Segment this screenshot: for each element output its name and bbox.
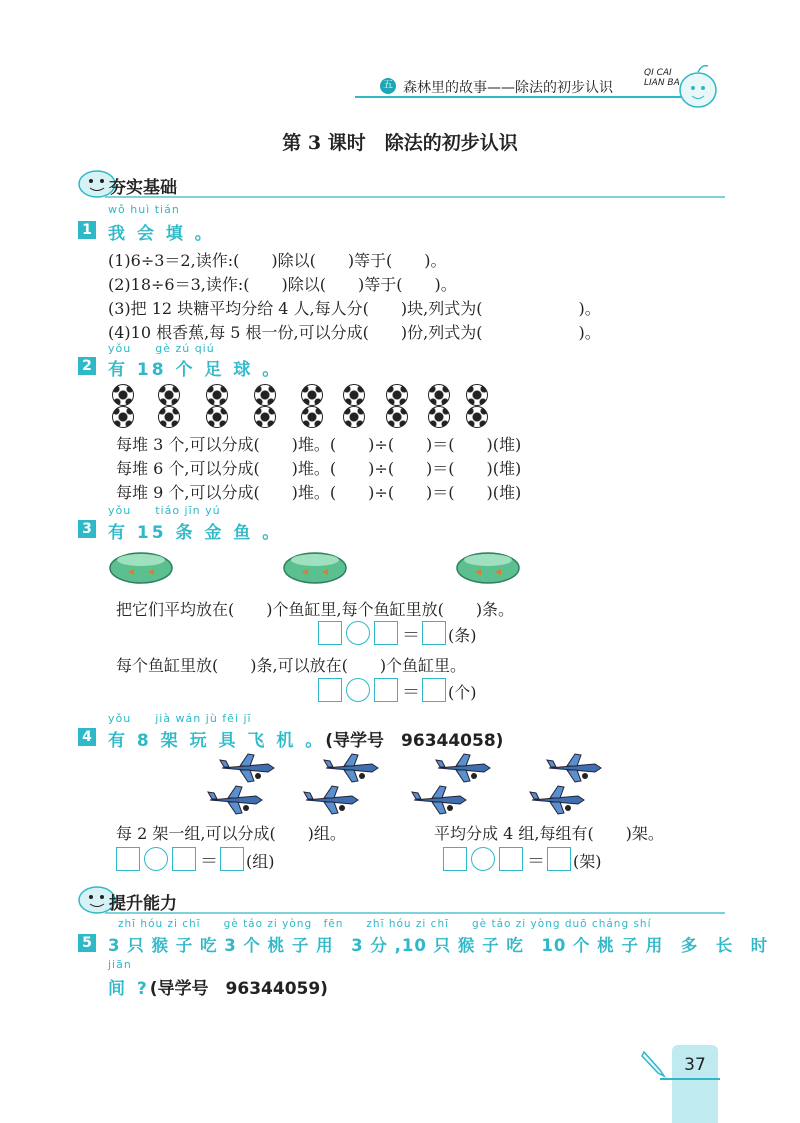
toy-plane-icon <box>410 784 468 816</box>
soccer-ball-icon <box>386 384 408 406</box>
fish-tank-icon <box>108 550 174 586</box>
logo-text: QI CAI LIAN BA <box>644 68 680 88</box>
q4-left-line: 每 2 架一组,可以分成( )组。 <box>116 824 346 843</box>
soccer-ball-icon <box>301 406 323 428</box>
answer-box[interactable] <box>374 621 398 645</box>
equals-sign: ＝ <box>402 625 420 646</box>
q5-prompt-text-2: 间 ? <box>108 979 150 999</box>
toy-plane-icon <box>528 784 586 816</box>
q4-guide-number: (导学号 96344058) <box>325 731 504 751</box>
toy-plane-icon <box>322 752 380 784</box>
toy-plane-icon <box>206 784 264 816</box>
q5-prompt: 3 只 猴 子 吃 3 个 桃 子 用 3 分 ,10 只 猴 子 吃 10 个 桃 子 用 多 长 时 <box>108 936 769 955</box>
q4-prompt <box>108 726 503 751</box>
operator-circle[interactable] <box>346 621 370 645</box>
q2-number: 2 <box>78 357 96 375</box>
q5-pinyin: zhī hóu zi chī gè táo zi yòng fēn zhī hóu zi chī gè táo zi yòng duō cháng shí <box>118 918 652 930</box>
q5-guide-number: (导学号 96344059) <box>149 979 328 999</box>
q4-right-line: 平均分成 4 组,每组有( )架。 <box>434 824 664 843</box>
q3-number: 3 <box>78 520 96 538</box>
q5-number: 5 <box>78 934 96 952</box>
q1-number: 1 <box>78 221 96 239</box>
q1-pinyin: wǒ huì tián <box>108 203 180 216</box>
chapter-title: 森林里的故事——除法的初步认识 <box>403 80 613 96</box>
soccer-ball-icon <box>466 384 488 406</box>
lesson-title: 第 3 课时 除法的初步认识 <box>282 132 518 154</box>
soccer-ball-icon <box>206 384 228 406</box>
answer-box[interactable] <box>172 847 196 871</box>
q5-prompt-2 <box>108 974 328 999</box>
q4-prompt-text: 有 8 架 玩 具 飞 机 。 <box>108 731 326 751</box>
logo <box>640 58 720 114</box>
toy-plane-icon <box>218 752 276 784</box>
answer-box[interactable] <box>318 621 342 645</box>
toy-plane-icon <box>302 784 360 816</box>
section-title: 提升能力 <box>109 894 177 914</box>
page-number: 37 <box>684 1055 706 1075</box>
q5-pinyin-2: jiān <box>108 958 132 971</box>
equals-sign: ＝ <box>402 682 420 703</box>
page-rule <box>660 1078 720 1080</box>
soccer-ball-icon <box>301 384 323 406</box>
answer-box[interactable] <box>374 678 398 702</box>
q4-pinyin: yǒu jià wán jù fēi jī <box>108 712 252 725</box>
q2-prompt: 有 18 个 足 球 。 <box>108 360 283 380</box>
soccer-ball-icon <box>428 406 450 428</box>
equals-sign: ＝ <box>527 851 545 872</box>
operator-circle[interactable] <box>346 678 370 702</box>
unit-label: (组) <box>246 852 275 871</box>
soccer-ball-icon <box>386 406 408 428</box>
q1-line-3: (3)把 12 块糖平均分给 4 人,每人分( )块,列式为( )。 <box>108 299 601 318</box>
fish-tank-icon <box>455 550 521 586</box>
toy-plane-icon <box>545 752 603 784</box>
pencil-icon <box>640 1048 666 1078</box>
unit-label: (个) <box>448 683 477 702</box>
soccer-ball-icon <box>112 406 134 428</box>
section-title: 夯实基础 <box>109 178 177 198</box>
q2-pinyin: yǒu gè zú qiú <box>108 342 215 355</box>
equals-sign: ＝ <box>200 851 218 872</box>
q1-prompt: 我 会 填 。 <box>108 224 215 244</box>
soccer-ball-icon <box>254 384 276 406</box>
operator-circle[interactable] <box>144 847 168 871</box>
answer-box[interactable] <box>547 847 571 871</box>
q3-line-1: 把它们平均放在( )个鱼缸里,每个鱼缸里放( )条。 <box>116 600 515 619</box>
answer-box[interactable] <box>422 621 446 645</box>
soccer-ball-icon <box>158 406 180 428</box>
soccer-ball-icon <box>158 384 180 406</box>
soccer-ball-icon <box>343 384 365 406</box>
soccer-ball-icon <box>206 406 228 428</box>
soccer-ball-icon <box>343 406 365 428</box>
operator-circle[interactable] <box>471 847 495 871</box>
soccer-ball-icon <box>428 384 450 406</box>
q3-pinyin: yǒu tiáo jīn yú <box>108 504 221 517</box>
soccer-ball-icon <box>254 406 276 428</box>
toy-plane-icon <box>434 752 492 784</box>
q2-line-3: 每堆 9 个,可以分成( )堆。( )÷( )＝( )(堆) <box>116 483 522 502</box>
q1-line-2: (2)18÷6＝3,读作:( )除以( )等于( )。 <box>108 275 457 294</box>
q4-number: 4 <box>78 728 96 746</box>
answer-box[interactable] <box>220 847 244 871</box>
q1-line-1: (1)6÷3＝2,读作:( )除以( )等于( )。 <box>108 251 447 270</box>
q1-line-4: (4)10 根香蕉,每 5 根一份,可以分成( )份,列式为( )。 <box>108 323 601 342</box>
q3-line-2: 每个鱼缸里放( )条,可以放在( )个鱼缸里。 <box>116 656 467 675</box>
q2-line-2: 每堆 6 个,可以分成( )堆。( )÷( )＝( )(堆) <box>116 459 522 478</box>
chapter-badge: 五 <box>380 78 396 94</box>
unit-label: (架) <box>573 852 602 871</box>
q2-line-1: 每堆 3 个,可以分成( )堆。( )÷( )＝( )(堆) <box>116 435 522 454</box>
answer-box[interactable] <box>499 847 523 871</box>
unit-label: (条) <box>448 626 477 645</box>
answer-box[interactable] <box>443 847 467 871</box>
soccer-ball-icon <box>112 384 134 406</box>
answer-box[interactable] <box>422 678 446 702</box>
soccer-ball-icon <box>466 406 488 428</box>
answer-box[interactable] <box>318 678 342 702</box>
answer-box[interactable] <box>116 847 140 871</box>
q3-prompt: 有 15 条 金 鱼 。 <box>108 523 283 543</box>
fish-tank-icon <box>282 550 348 586</box>
